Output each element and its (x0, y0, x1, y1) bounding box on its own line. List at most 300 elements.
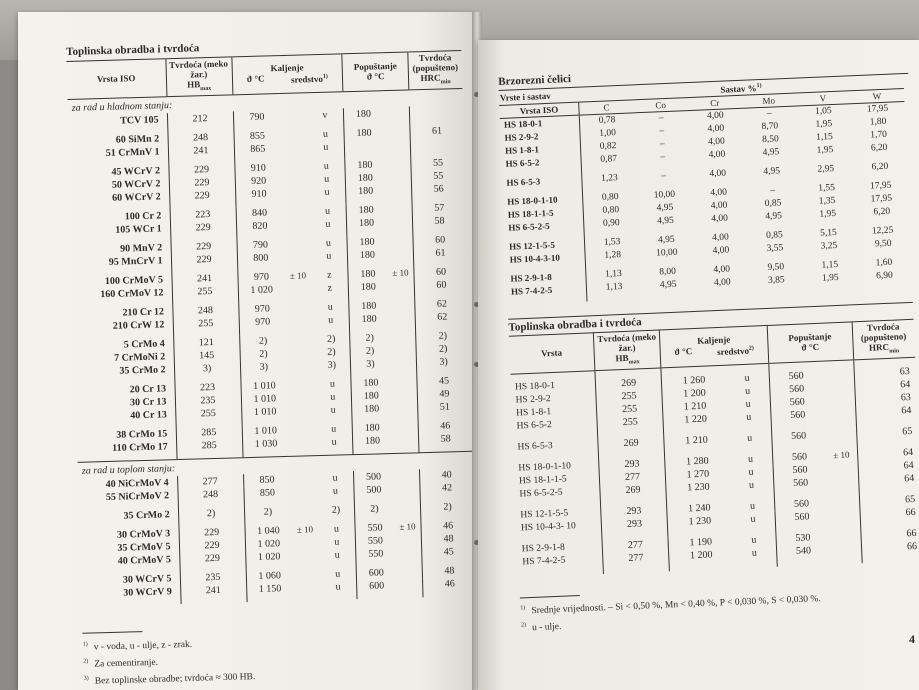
tolerance-temper (822, 360, 854, 382)
tolerance-quench (288, 378, 315, 392)
steel-grade: HS 6-5-3 (502, 174, 582, 196)
hardness-hrc: 63 (900, 391, 912, 404)
hardness-hrc (410, 137, 464, 157)
tolerance-quench (291, 504, 318, 524)
kaljenje-hss-label: Kaljenje (697, 334, 731, 347)
hb-hss-label: HB (615, 352, 629, 364)
temper-temp: 560 (790, 430, 807, 442)
footnote-text: u - ulje. (531, 621, 562, 634)
steel-grade: HS 6-5-3 (513, 438, 598, 463)
popustanje-hss-temp-label: ϑ °C (801, 342, 820, 353)
hardness-hb: 121 (173, 335, 239, 350)
col-header-popustanje (342, 52, 409, 92)
quench-medium: u (318, 522, 355, 536)
composition-value: 4,00 (708, 149, 726, 161)
hardness-hb: 212 (167, 111, 234, 132)
tolerance-temper: ± 10 (826, 448, 858, 462)
steel-grade: HS 2-9-1-8 (506, 269, 586, 285)
sredstvo-footnote-mark: 1) (322, 74, 328, 81)
heat-treatment-table-tool-steels (66, 50, 476, 607)
quench-temp: 1 020 (257, 538, 281, 550)
steel-grade: HS 10-4-3- 10 (517, 519, 602, 544)
hb-subscript: max (200, 85, 212, 93)
quench-medium: u (733, 546, 777, 569)
right-book-page (478, 40, 919, 690)
composition-value: 6,90 (876, 270, 894, 282)
hardness-hb: 255 (596, 388, 663, 404)
composition-value: 1,55 (818, 182, 836, 194)
hardness-hb: 229 (169, 188, 236, 209)
composition-value: 4,00 (711, 213, 729, 225)
composition-value: 17,95 (869, 180, 892, 192)
col-header-vrsta-text: Vrsta ISO (96, 73, 136, 85)
tolerance-temper (394, 501, 421, 521)
temper-temp: 2) (365, 345, 375, 357)
steel-grade: 210 Cr 12 (73, 305, 172, 321)
quench-temp: 820 (252, 220, 268, 232)
quench-medium: u (319, 548, 357, 568)
hardness-hb: 285 (176, 438, 243, 459)
hardness-hrc: 66 (905, 506, 916, 519)
steel-grade: HS 6-5-2 (512, 417, 597, 442)
hardness-hrc: 62 (436, 298, 448, 310)
tolerance-quench (285, 282, 312, 302)
composition-value: 0,90 (602, 218, 620, 229)
hardness-hrc: 66 (906, 527, 917, 540)
composition-value: 1,00 (599, 128, 617, 139)
hrc-label: HRC (420, 72, 441, 84)
tolerance-quench (292, 549, 319, 569)
footnote-separator (520, 595, 580, 599)
hardness-hrc: 64 (903, 459, 914, 472)
quench-medium: u (309, 185, 347, 205)
hb-label: HB (186, 79, 201, 90)
composition-value: 4,00 (710, 200, 728, 212)
quench-medium: u (312, 300, 349, 314)
col-header-element: V (819, 93, 827, 104)
temper-temp: 550 (367, 522, 383, 534)
hardness-hb: 229 (171, 252, 238, 273)
steel-grade: HS 7-4-2-5 (507, 282, 587, 304)
tolerance-temper (826, 461, 858, 475)
hardness-hrc: 48 (443, 533, 454, 545)
tolerance-temper (390, 388, 417, 402)
popustanje-label: Popuštanje (353, 61, 397, 73)
quench-medium: z (311, 268, 348, 282)
composition-value: 0,85 (764, 198, 782, 209)
hardness-hb: 293 (601, 516, 668, 540)
left-page-content (66, 35, 476, 689)
left-book-page (18, 12, 476, 690)
composition-table (499, 74, 913, 305)
quench-medium: u (314, 390, 351, 404)
hardness-hrc: 45 (438, 375, 450, 387)
temper-temp: 560 (790, 409, 806, 421)
hardness-hrc: 40 (441, 469, 452, 481)
hardness-hrc: 60 (436, 279, 447, 291)
quench-medium: u (316, 435, 354, 456)
col-header-vrsta-iso-text: Vrsta ISO (519, 104, 559, 117)
hardness-hb: 229 (179, 538, 245, 553)
tolerance-quench (292, 536, 319, 550)
hardness-hb: 269 (600, 482, 667, 506)
quench-temp: 970 (253, 271, 270, 283)
hardness-hb: 229 (178, 525, 244, 540)
col-header-element: Mo (762, 95, 776, 106)
temper-temp: 560 (788, 370, 804, 382)
hardness-hb: 248 (167, 130, 233, 145)
tolerance-quench (281, 128, 308, 142)
footnote-separator (82, 631, 142, 634)
tolerance-quench (285, 301, 312, 315)
quench-temp: 1 010 (254, 425, 278, 437)
tolerance-temper (823, 380, 855, 394)
temper-temp: 180 (361, 313, 377, 325)
tolerance-temper: ± 10 (387, 266, 414, 280)
temper-temp: 560 (794, 511, 810, 523)
hardness-hb: 229 (169, 175, 235, 190)
quench-temp: 1 280 (685, 455, 709, 468)
quench-temp: 800 (253, 252, 269, 264)
composition-value: 5,15 (819, 227, 837, 239)
temper-temp: 2) (370, 503, 379, 515)
tolerance-quench (284, 250, 311, 270)
tolerance-temper (388, 298, 415, 312)
quench-medium: u (315, 422, 352, 436)
composition-value: 4,00 (707, 136, 725, 148)
hardness-hrc: 2) (438, 330, 448, 342)
steel-grade: HS 2-9-2 (500, 129, 580, 145)
composition-value: 8,00 (659, 266, 677, 278)
tolerance-temper (828, 495, 860, 509)
tolerance-temper (395, 546, 422, 566)
composition-value: 0,80 (602, 205, 620, 216)
steel-grade: 55 NiCrMoV 2 (78, 489, 177, 511)
tolerance-quench (281, 160, 308, 174)
col-header-tvrdoca-popusteno-hss (852, 319, 915, 359)
hardness-hb: 145 (174, 348, 240, 363)
sredstvo-hss-label: sredstvo (716, 346, 750, 358)
steel-grade: 30 WCrV 9 (81, 585, 180, 607)
quench-medium: u (725, 363, 769, 385)
hardness-hb: 255 (597, 414, 664, 438)
composition-value: 6,20 (870, 142, 888, 154)
steel-grade: HS 6-5-2 (501, 155, 581, 177)
quench-medium: u (308, 159, 345, 173)
hardness-hrc: 3) (439, 356, 448, 368)
quench-temp: 1 020 (257, 551, 281, 563)
composition-value: 4,95 (763, 166, 781, 177)
composition-value: – (659, 139, 665, 150)
quench-medium: u (732, 533, 776, 548)
composition-value: 4,00 (713, 277, 731, 289)
quench-temp: 790 (249, 111, 265, 123)
steel-grade: 40 CrMoV 5 (80, 553, 179, 575)
steel-grade: 35 CrMo 2 (75, 363, 174, 385)
col-header-kaljenje-hss (660, 325, 769, 367)
temper-temp: 180 (360, 281, 376, 293)
hardness-hrc: 61 (435, 247, 446, 259)
sredstvo-hss-footnote-mark: 2) (748, 345, 755, 353)
hardness-hb: 2) (178, 506, 245, 527)
tvrdoca-hss-label: Tvrdoća (meko žar.) (597, 331, 657, 354)
quench-medium: u (317, 471, 354, 485)
tolerance-quench: ± 10 (296, 524, 314, 535)
tolerance-temper (386, 215, 413, 235)
quench-temp: 850 (259, 474, 275, 486)
hardness-hrc: 2) (438, 343, 448, 355)
composition-value: 9,50 (874, 238, 892, 250)
left-section-title: Toplinska obradba i tvrdoća (66, 42, 200, 58)
steel-grade: 100 Cr 2 (71, 209, 170, 225)
composition-value: 17,95 (870, 193, 893, 205)
composition-value: 10,00 (653, 189, 676, 201)
composition-value: 6,20 (871, 161, 889, 173)
quench-medium: u (728, 431, 772, 454)
composition-value: 1,23 (600, 173, 618, 184)
section-label: za rad u hladnom stanju: (71, 99, 173, 114)
composition-value: 8,70 (761, 121, 779, 133)
hardness-hb: 3) (174, 361, 241, 382)
quench-temp: 1 220 (684, 413, 708, 426)
hardness-hrc: 64 (900, 378, 911, 391)
composition-value: 1,95 (816, 145, 834, 156)
steel-grade: HS 2-9-2 (511, 391, 596, 408)
steel-grade: 210 CrW 12 (74, 318, 173, 340)
tolerance-temper (386, 234, 413, 248)
tolerance-temper (824, 393, 856, 407)
temper-temp: 180 (357, 159, 373, 171)
steel-grade: HS 18-0-1 (510, 371, 595, 395)
tolerance-temper (390, 356, 417, 376)
steel-grade: HS 1-8-1 (512, 404, 597, 421)
hardness-hrc: 58 (440, 433, 451, 445)
hardness-hb: 293 (598, 456, 665, 472)
composition-value: 4,95 (656, 202, 674, 214)
tolerance-quench (283, 205, 310, 219)
quench-temp: 1 040 (257, 525, 280, 537)
tolerance-quench (286, 333, 313, 347)
steel-grade: 105 WCr 1 (71, 222, 170, 244)
steel-grade: HS 2-9-1-8 (518, 540, 603, 557)
hardness-hb: 269 (598, 435, 665, 459)
col-header-kaljenje (231, 54, 343, 95)
tvrdoca-popusteno-label: Tvrdoća (popušteno) (412, 52, 459, 74)
composition-value: 4,00 (709, 168, 727, 180)
quench-medium: 2) (313, 345, 350, 359)
tolerance-quench: ± 10 (289, 270, 307, 281)
composition-value: 4,95 (657, 234, 675, 246)
tolerance-quench (281, 141, 308, 161)
hardness-hb: 255 (175, 406, 242, 427)
hardness-hb: 277 (602, 550, 669, 574)
composition-value: 4,95 (762, 147, 780, 158)
temper-temp: 180 (358, 217, 375, 229)
temper-temp: 500 (366, 484, 382, 496)
hardness-hrc: 57 (434, 202, 445, 214)
steel-grade: 30 CrMoV 3 (80, 527, 179, 543)
steel-grade: HS 18-1-1-5 (515, 472, 600, 489)
quench-temp: 1 210 (683, 400, 707, 413)
temper-temp: 180 (360, 268, 376, 280)
hardness-hrc: 46 (444, 578, 455, 590)
hardness-hrc: 2) (443, 501, 452, 513)
col-header-popustanje-hss (767, 322, 853, 363)
steel-grade: 110 CrMo 17 (77, 440, 177, 462)
tolerance-temper (385, 183, 412, 203)
col-header-vrsta (66, 59, 166, 100)
composition-value: 6,20 (873, 206, 891, 218)
composition-value: 2,95 (817, 164, 835, 175)
steel-grade: 60 SiMn 2 (68, 132, 167, 148)
temper-temp: 560 (789, 396, 805, 408)
hardness-hrc: 60 (434, 234, 446, 246)
hardness-hrc: 58 (434, 215, 445, 227)
composition-value: 1,15 (821, 259, 839, 271)
hardness-hrc: 46 (442, 520, 454, 532)
steel-grade: 60 WCrV 2 (70, 190, 169, 212)
composition-value: 3,85 (767, 275, 785, 286)
quench-temp: 2) (258, 335, 268, 347)
quench-medium: u (310, 236, 347, 250)
col-header-element: Co (655, 99, 667, 111)
col-header-tvrdoca (165, 57, 232, 97)
composition-value: 17,95 (866, 103, 889, 115)
tolerance-quench (290, 472, 317, 486)
steel-grade: 40 NiCrMoV 4 (78, 476, 177, 492)
composition-value: 0,80 (601, 192, 619, 203)
footnote-mark: 2) (83, 658, 89, 665)
quench-medium: 3) (313, 358, 351, 378)
footnote-text: Za cementiranje. (94, 657, 159, 670)
hb-hss-subscript: max (628, 359, 640, 366)
temper-temp: 180 (359, 236, 375, 248)
temper-temp: 180 (359, 249, 376, 261)
steel-grade: TCV 105 (68, 113, 167, 135)
composition-value: 3,55 (766, 243, 784, 254)
quench-medium: u (320, 580, 358, 600)
temper-temp: 180 (363, 390, 379, 402)
steel-grade: HS 1-8-1 (501, 142, 581, 158)
quench-medium: u (310, 249, 348, 269)
quench-temp: 1 060 (258, 570, 282, 582)
composition-value: 1,80 (869, 116, 887, 128)
hardness-hrc: 63 (899, 365, 910, 378)
col-header-element: Cr (710, 97, 720, 109)
hardness-hrc: 64 (901, 404, 912, 417)
quench-medium: u (729, 452, 773, 467)
composition-value: 9,50 (767, 262, 785, 273)
col-header-element: W (872, 90, 882, 102)
quench-medium: u (731, 499, 775, 514)
quench-temp: 1 150 (258, 582, 282, 595)
composition-value: 4,00 (707, 123, 725, 135)
hardness-hb: 223 (174, 380, 240, 395)
composition-value: 4,00 (710, 187, 728, 199)
quench-temp: 1 200 (683, 387, 706, 400)
temper-temp: 2) (365, 332, 375, 344)
tolerance-quench (289, 423, 316, 437)
tolerance-temper (391, 420, 418, 434)
steel-grade: HS 10-4-3-10 (505, 251, 585, 273)
temper-temp: 500 (365, 471, 382, 483)
composition-value: 0,85 (765, 230, 783, 241)
page-number: 4 (909, 632, 915, 646)
quench-medium: u (309, 204, 346, 218)
tolerance-temper (385, 202, 412, 216)
composition-value: 1,15 (815, 132, 833, 143)
tolerance-temper (388, 311, 415, 331)
quench-medium: u (726, 397, 770, 412)
composition-value: 1,13 (604, 268, 623, 280)
composition-value: 1,53 (603, 237, 621, 248)
quench-temp: 865 (250, 143, 266, 155)
hardness-hb: 229 (168, 162, 234, 177)
tolerance-quench (293, 581, 320, 601)
col-header-vrsta-hss-text: Vrsta (540, 347, 563, 359)
kaljenje-temp-label: ϑ °C (246, 73, 265, 85)
vrste-i-sastav-text: Vrste i sastav (499, 90, 551, 103)
quench-medium: u (726, 384, 770, 399)
quench-medium: u (727, 410, 771, 433)
tolerance-temper (395, 565, 422, 579)
quench-temp: 840 (251, 207, 268, 219)
right-page-content (498, 59, 919, 636)
quench-temp: 1 270 (686, 468, 710, 481)
composition-value: 1,35 (818, 195, 836, 207)
hardness-hrc: 45 (443, 546, 455, 558)
tolerance-temper (393, 469, 420, 483)
tolerance-quench (287, 346, 314, 360)
composition-value: 4,95 (659, 279, 677, 291)
quench-medium: u (317, 484, 355, 504)
composition-value: 1,95 (815, 119, 833, 130)
hardness-hb: 235 (180, 570, 246, 585)
tolerance-temper (829, 529, 861, 543)
quench-medium: u (314, 377, 351, 391)
steel-grade: HS 18-1-1-5 (504, 206, 584, 222)
tolerance-quench (283, 218, 310, 238)
composition-value: 0,87 (600, 154, 618, 165)
col-header-tvrdoca-text: Tvrdoća (meko žar.) (169, 58, 229, 80)
hardness-hb: 285 (176, 425, 242, 440)
temper-temp: 180 (357, 172, 373, 184)
hardness-hrc: 46 (440, 420, 451, 432)
hardness-hrc: 65 (904, 493, 916, 506)
hardness-hb: 277 (602, 537, 669, 553)
footnote-text: Bez toplinske obradbe; tvrdoća ≈ 300 HB. (94, 672, 256, 687)
temper-temp: 550 (368, 548, 384, 560)
composition-value: 1,95 (819, 208, 837, 220)
composition-value: 0,82 (599, 141, 617, 152)
hrc-subscript: min (440, 79, 451, 86)
composition-value: 3,25 (820, 240, 838, 252)
steel-grade: HS 18-0-1-10 (503, 193, 583, 209)
steel-grade: 30 Cr 13 (76, 395, 175, 411)
quench-medium: 2) (313, 332, 350, 346)
temper-temp: 180 (355, 108, 372, 120)
tolerance-temper (828, 508, 860, 530)
tolerance-temper (383, 138, 410, 158)
composition-value: 4,00 (706, 110, 724, 122)
temper-temp: 560 (792, 477, 809, 489)
steel-grade: 50 WCrV 2 (70, 177, 169, 193)
temper-temp: 180 (363, 377, 379, 389)
right-section-title: Brzorezni čelici (498, 59, 908, 91)
quench-medium: 2) (317, 503, 355, 523)
steel-grade: 35 CrMo 2 (79, 508, 178, 530)
hardness-hrc: 64 (903, 472, 915, 485)
